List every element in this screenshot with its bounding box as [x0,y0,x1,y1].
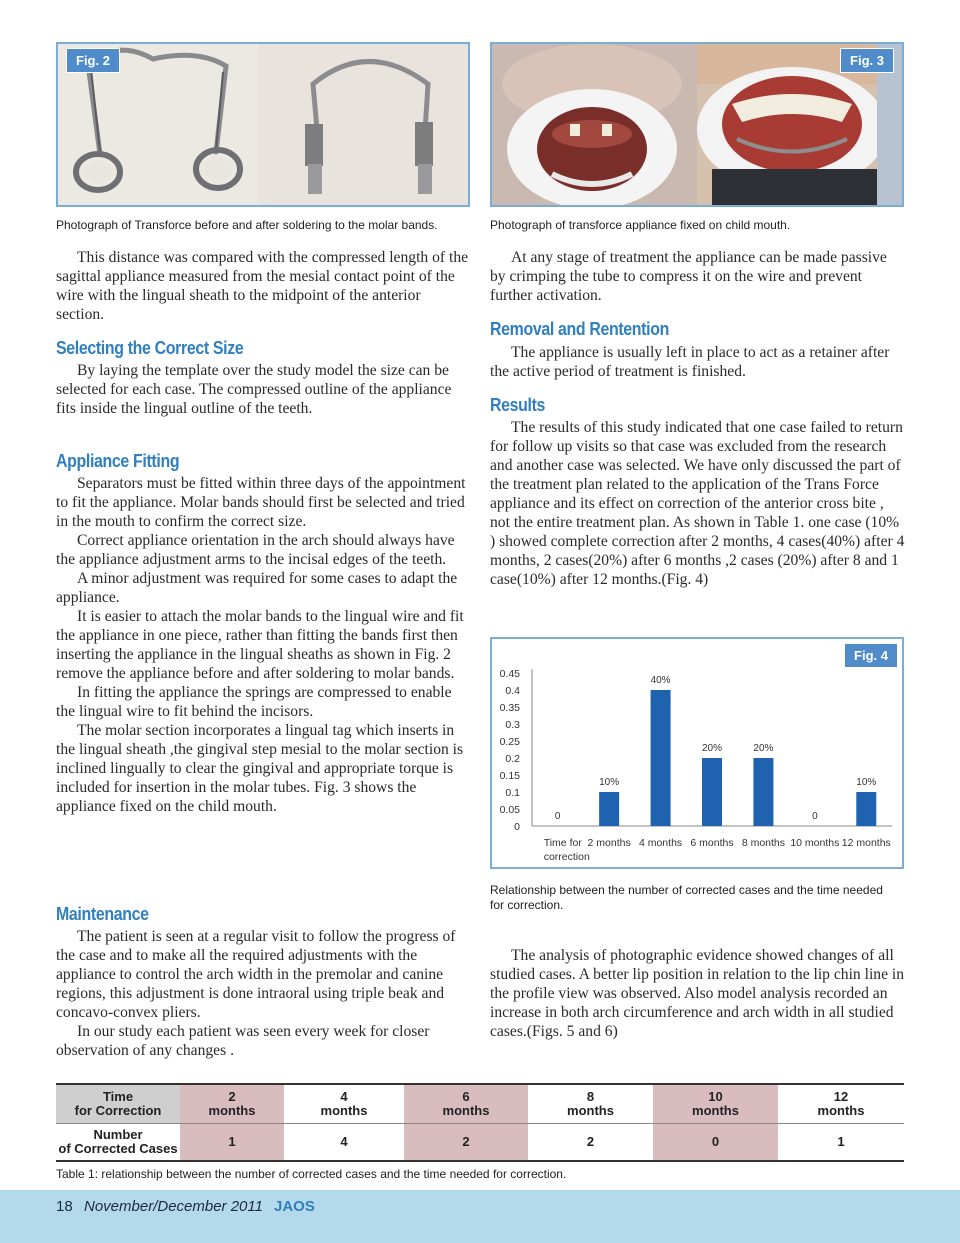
paragraph: At any stage of treatment the appliance can be made passive by crimping the tube to compress it on the wire and prevent further activation. [490,249,887,304]
y-tick-label: 0.25 [499,736,520,748]
y-tick-label: 0.15 [499,770,520,782]
paragraph: It is easier to attach the molar bands to the lingual wire and fit the appliance in one piece, rather than fitting the bands first then inserting the appliance in the lingual sheaths as shown in Fig. 2 remove the appliance before and after soldering to molar bands. [56,608,464,682]
table-1-caption: Table 1: relationship between the number of corrected cases and the time needed for correction. [56,1167,567,1181]
selecting-size-section [56,361,472,418]
page-number: 18 [56,1198,73,1215]
paragraph: The patient is seen at a regular visit to follow the progress of the case and to make all the required adjustments with the appliance to control the arch width in the premolar and canine regions, this adjustment is done intraoral using triple beak and concavo-convex pliers. [56,928,456,1021]
figure-4-caption: Relationship between the number of corrected cases and the time needed for correction. [490,883,883,912]
table-cell: 2 [528,1124,653,1162]
appliance-fitting-section [56,474,472,816]
table-cell: 8 months [528,1084,653,1124]
paragraph: In fitting the appliance the springs are compressed to enable the lingual wire to fit behind the incisors. [56,684,452,720]
bar [702,758,722,826]
bar-chart [492,639,902,867]
heading-results: Results [490,394,546,415]
y-tick-label: 0 [514,821,520,833]
x-tick-label: 8 months [741,837,786,849]
x-tick-label: 12 months [841,837,891,849]
data-label: 40% [650,675,671,686]
table-cell: 0 [653,1124,778,1162]
heading-removal: Removal and Rentention [490,318,669,339]
paragraph: This distance was compared with the compressed length of the sagittal appliance measured from the mesial contact point of the wire with the lingual sheath to the midpoint of the anterior section. [56,249,469,323]
bar [599,792,619,826]
paragraph: The molar section incorporates a lingual tag which inserts in the lingual sheath ,the gingival step mesial to the molar section is inclined lingually to clear the gingival and appropriate torque is included for insertion in the molar tubes. Fig. 3 shows the appliance fixed on the child mouth. [56,722,464,815]
figure-2-label: Fig. 2 [66,48,120,73]
analysis-paragraph [490,946,906,1041]
table-1 [56,1083,904,1162]
y-tick-label: 0.4 [505,685,520,697]
removal-section [490,343,906,381]
table-header-row [56,1084,904,1124]
table-cell: 12 months [778,1084,904,1124]
y-tick-label: 0.35 [499,702,520,714]
paragraph: In our study each patient was seen every week for closer observation of any changes . [56,1023,430,1059]
page-footer [0,1190,960,1243]
y-tick-label: 0.2 [505,753,520,765]
bar [856,792,876,826]
passive-paragraph [490,248,906,305]
heading-selecting-size: Selecting the Correct Size [56,337,244,358]
y-tick-label: 0.3 [505,719,520,731]
x-tick-label: Time for [543,837,582,849]
figure-2-caption: Photograph of Transforce before and after soldering to the molar bands. [56,218,438,232]
figure-2 [56,42,470,207]
paragraph: The results of this study indicated that one case failed to return for follow up visits so that case was excluded from the research and another case was selected. We have only discussed the part of the treatment plan related to the application of the Trans Force appliance and its effect on correction of the anterior cross bite , not the entire treatment plan. As shown in Table 1. one case (10% ) showed complete correction after 2 months, 4 cases(40%) after 4 months, 2 cases(20%) after 6 months ,2 cases (20%) after 8 and 1 case(10%) after 12 months.(Fig. 4) [490,419,905,588]
paragraph: By laying the template over the study model the size can be selected for each case. The compressed outline of the appliance fits inside the lingual outline of the teeth. [56,362,452,417]
paragraph: A minor adjustment was required for some cases to adapt the appliance. [56,570,458,606]
results-section [490,418,906,589]
y-tick-label: 0.05 [499,804,520,816]
table-cell: 4 months [284,1084,404,1124]
heading-maintenance: Maintenance [56,903,149,924]
data-label: 10% [599,777,620,788]
journal-name: JAOS [274,1198,315,1215]
figure-4 [490,637,904,869]
table-cell: 6 months [404,1084,528,1124]
data-label: 20% [753,743,774,754]
x-tick-label: 6 months [690,837,734,849]
y-tick-label: 0.45 [499,668,520,680]
table-cell: 4 [284,1124,404,1162]
table-row [56,1124,904,1162]
paragraph: The appliance is usually left in place to act as a retainer after the active period of treatment is finished. [490,344,890,380]
data-label: 10% [856,777,877,788]
table-cell: Number of Corrected Cases [56,1124,180,1162]
table-cell: 1 [778,1124,904,1162]
heading-appliance-fitting: Appliance Fitting [56,450,180,471]
y-tick-label: 0.1 [505,787,520,799]
figure-4-label: Fig. 4 [844,643,898,668]
paragraph: Correct appliance orientation in the arch should always have the appliance adjustment arms to the incisal edges of the teeth. [56,532,455,568]
data-label: 20% [701,743,723,754]
figure-3-label: Fig. 3 [840,48,894,73]
bar [651,690,671,826]
table-cell: 10 months [653,1084,778,1124]
paragraph: Separators must be fitted within three days of the appointment to fit the appliance. Molar bands should first be selected and tried in the mouth to confirm the correct size. [56,475,466,530]
x-tick-label: 10 months [790,837,840,849]
maintenance-section [56,927,472,1060]
bar [753,758,773,826]
figure-3-caption: Photograph of transforce appliance fixed on child mouth. [490,218,791,232]
table-cell: 2 months [180,1084,284,1124]
intro-paragraph [56,248,472,324]
data-label: 0 [554,811,561,822]
paragraph: The analysis of photographic evidence showed changes of all studied cases. A better lip position in relation to the lip chin line in the profile view was observed. Also model analysis recorded an increase in both arch circumference and arch width in all studied cases.(Figs. 5 and 6) [490,947,905,1040]
x-tick-label: 4 months [638,837,683,849]
x-tick-label: 2 months [587,837,631,849]
table-cell: 1 [180,1124,284,1162]
data-label: 0 [812,811,818,822]
figure-3 [490,42,904,207]
table-cell: Time for Correction [56,1084,180,1124]
x-tick-label: correction [543,851,590,863]
table-cell: 2 [404,1124,528,1162]
issue-date: November/December 2011 [84,1198,263,1215]
